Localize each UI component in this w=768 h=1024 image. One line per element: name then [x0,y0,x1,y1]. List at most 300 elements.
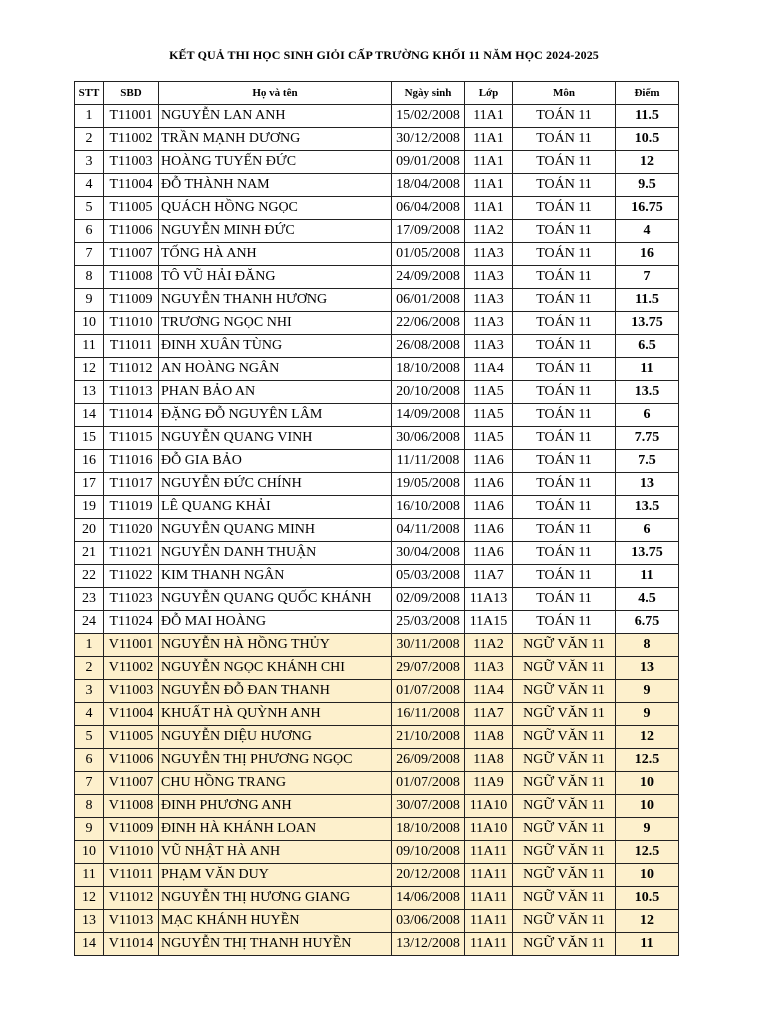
cell-sbd: V11011 [104,864,159,887]
cell-class: 11A2 [465,220,513,243]
cell-name: KIM THANH NGÂN [159,565,392,588]
cell-dob: 16/10/2008 [392,496,465,519]
table-row [75,105,679,128]
cell-score: 12 [616,151,679,174]
cell-name: ĐỖ THÀNH NAM [159,174,392,197]
cell-stt: 9 [75,818,104,841]
table-row [75,174,679,197]
table-row [75,128,679,151]
cell-score: 10 [616,795,679,818]
table-row [75,657,679,680]
cell-name: PHẠM VĂN DUY [159,864,392,887]
cell-stt: 11 [75,864,104,887]
cell-subject: NGỮ VĂN 11 [513,864,616,887]
cell-name: NGUYỄN QUANG VINH [159,427,392,450]
cell-subject: TOÁN 11 [513,266,616,289]
cell-score: 4 [616,220,679,243]
cell-dob: 05/03/2008 [392,565,465,588]
cell-name: NGUYỄN DIỆU HƯƠNG [159,726,392,749]
table-row [75,496,679,519]
header-sbd: SBD [104,82,159,105]
table-row [75,335,679,358]
cell-class: 11A3 [465,243,513,266]
cell-score: 10 [616,864,679,887]
cell-stt: 8 [75,266,104,289]
cell-stt: 10 [75,312,104,335]
cell-dob: 02/09/2008 [392,588,465,611]
cell-stt: 24 [75,611,104,634]
cell-name: LÊ QUANG KHẢI [159,496,392,519]
cell-score: 12.5 [616,841,679,864]
cell-subject: NGỮ VĂN 11 [513,657,616,680]
cell-dob: 01/07/2008 [392,680,465,703]
cell-sbd: V11010 [104,841,159,864]
cell-subject: TOÁN 11 [513,174,616,197]
cell-score: 13.5 [616,496,679,519]
cell-sbd: T11019 [104,496,159,519]
header-name: Họ và tên [159,82,392,105]
cell-sbd: T11005 [104,197,159,220]
cell-name: TỐNG HÀ ANH [159,243,392,266]
cell-stt: 15 [75,427,104,450]
cell-sbd: T11008 [104,266,159,289]
cell-dob: 24/09/2008 [392,266,465,289]
cell-score: 9.5 [616,174,679,197]
page-title: KẾT QUẢ THI HỌC SINH GIỎI CẤP TRƯỜNG KHỐI 11 NĂM HỌC 2024-2025 [169,48,599,62]
cell-stt: 7 [75,772,104,795]
table-row [75,611,679,634]
cell-name: ĐINH PHƯƠNG ANH [159,795,392,818]
cell-stt: 8 [75,795,104,818]
cell-name: NGUYỄN DANH THUẬN [159,542,392,565]
cell-sbd: T11004 [104,174,159,197]
cell-stt: 9 [75,289,104,312]
cell-sbd: T11012 [104,358,159,381]
cell-sbd: V11004 [104,703,159,726]
cell-class: 11A13 [465,588,513,611]
cell-subject: TOÁN 11 [513,335,616,358]
table-body [75,105,679,956]
cell-dob: 20/10/2008 [392,381,465,404]
cell-score: 11.5 [616,105,679,128]
cell-stt: 20 [75,519,104,542]
cell-class: 11A11 [465,933,513,956]
cell-class: 11A8 [465,726,513,749]
table-row [75,450,679,473]
cell-name: NGUYỄN THANH HƯƠNG [159,289,392,312]
cell-dob: 26/08/2008 [392,335,465,358]
cell-stt: 1 [75,634,104,657]
table-row [75,151,679,174]
cell-class: 11A3 [465,266,513,289]
cell-sbd: T11003 [104,151,159,174]
cell-class: 11A3 [465,335,513,358]
cell-sbd: T11009 [104,289,159,312]
cell-dob: 30/12/2008 [392,128,465,151]
table-row [75,933,679,956]
table-row [75,266,679,289]
cell-subject: TOÁN 11 [513,151,616,174]
cell-dob: 03/06/2008 [392,910,465,933]
cell-dob: 26/09/2008 [392,749,465,772]
cell-class: 11A10 [465,818,513,841]
cell-name: NGUYỄN MINH ĐỨC [159,220,392,243]
cell-stt: 6 [75,749,104,772]
header-stt: STT [75,82,104,105]
cell-sbd: V11012 [104,887,159,910]
cell-subject: NGỮ VĂN 11 [513,818,616,841]
cell-sbd: T11022 [104,565,159,588]
cell-subject: TOÁN 11 [513,243,616,266]
table-row [75,220,679,243]
cell-class: 11A7 [465,703,513,726]
cell-subject: TOÁN 11 [513,105,616,128]
table-row [75,312,679,335]
cell-stt: 4 [75,703,104,726]
cell-class: 11A4 [465,358,513,381]
cell-score: 7.75 [616,427,679,450]
cell-score: 13.75 [616,542,679,565]
cell-name: TRẦN MẠNH DƯƠNG [159,128,392,151]
cell-name: NGUYỄN NGỌC KHÁNH CHI [159,657,392,680]
cell-dob: 22/06/2008 [392,312,465,335]
cell-score: 13.75 [616,312,679,335]
header-class: Lớp [465,82,513,105]
cell-class: 11A6 [465,519,513,542]
cell-name: ĐỖ GIA BẢO [159,450,392,473]
cell-name: NGUYỄN QUANG QUỐC KHÁNH [159,588,392,611]
cell-score: 9 [616,680,679,703]
header-subject: Môn [513,82,616,105]
cell-sbd: V11014 [104,933,159,956]
cell-score: 16.75 [616,197,679,220]
cell-stt: 5 [75,197,104,220]
cell-dob: 14/06/2008 [392,887,465,910]
cell-score: 10.5 [616,887,679,910]
cell-score: 7 [616,266,679,289]
cell-stt: 22 [75,565,104,588]
cell-class: 11A3 [465,312,513,335]
table-row [75,772,679,795]
cell-sbd: T11016 [104,450,159,473]
table-row [75,519,679,542]
cell-name: MẠC KHÁNH HUYỀN [159,910,392,933]
cell-dob: 30/11/2008 [392,634,465,657]
cell-stt: 1 [75,105,104,128]
cell-class: 11A6 [465,450,513,473]
cell-sbd: V11003 [104,680,159,703]
cell-score: 12 [616,726,679,749]
cell-score: 11 [616,358,679,381]
cell-score: 9 [616,703,679,726]
cell-dob: 06/01/2008 [392,289,465,312]
cell-dob: 06/04/2008 [392,197,465,220]
cell-sbd: T11017 [104,473,159,496]
cell-score: 12 [616,910,679,933]
cell-subject: TOÁN 11 [513,473,616,496]
cell-sbd: T11006 [104,220,159,243]
cell-subject: NGỮ VĂN 11 [513,749,616,772]
cell-name: ĐẶNG ĐỖ NGUYÊN LÂM [159,404,392,427]
cell-score: 10 [616,772,679,795]
table-row [75,703,679,726]
cell-sbd: T11013 [104,381,159,404]
cell-subject: NGỮ VĂN 11 [513,703,616,726]
cell-name: ĐINH HÀ KHÁNH LOAN [159,818,392,841]
cell-stt: 7 [75,243,104,266]
cell-score: 8 [616,634,679,657]
cell-class: 11A6 [465,496,513,519]
cell-sbd: T11014 [104,404,159,427]
cell-subject: NGỮ VĂN 11 [513,634,616,657]
table-row [75,542,679,565]
cell-dob: 16/11/2008 [392,703,465,726]
cell-stt: 6 [75,220,104,243]
cell-sbd: T11015 [104,427,159,450]
cell-stt: 11 [75,335,104,358]
cell-class: 11A11 [465,887,513,910]
table-row [75,289,679,312]
cell-name: NGUYỄN THỊ PHƯƠNG NGỌC [159,749,392,772]
cell-sbd: T11001 [104,105,159,128]
table-row [75,197,679,220]
cell-score: 13.5 [616,381,679,404]
cell-name: AN HOÀNG NGÂN [159,358,392,381]
cell-class: 11A11 [465,864,513,887]
table-row [75,634,679,657]
cell-dob: 30/06/2008 [392,427,465,450]
cell-subject: TOÁN 11 [513,611,616,634]
table-row [75,427,679,450]
header-dob: Ngày sinh [392,82,465,105]
cell-sbd: V11007 [104,772,159,795]
cell-subject: NGỮ VĂN 11 [513,726,616,749]
table-row [75,473,679,496]
table-row [75,726,679,749]
cell-class: 11A4 [465,680,513,703]
table-row [75,404,679,427]
table-row [75,749,679,772]
cell-subject: NGỮ VĂN 11 [513,841,616,864]
cell-class: 11A6 [465,542,513,565]
cell-stt: 14 [75,404,104,427]
cell-dob: 01/07/2008 [392,772,465,795]
cell-subject: TOÁN 11 [513,358,616,381]
cell-score: 13 [616,657,679,680]
cell-class: 11A7 [465,565,513,588]
cell-score: 16 [616,243,679,266]
cell-subject: TOÁN 11 [513,404,616,427]
table-row [75,381,679,404]
table-row [75,841,679,864]
cell-subject: TOÁN 11 [513,312,616,335]
cell-stt: 2 [75,128,104,151]
cell-class: 11A1 [465,174,513,197]
cell-score: 11.5 [616,289,679,312]
cell-dob: 09/01/2008 [392,151,465,174]
cell-subject: TOÁN 11 [513,220,616,243]
cell-name: NGUYỄN THỊ THANH HUYỀN [159,933,392,956]
cell-name: HOÀNG TUYẾN ĐỨC [159,151,392,174]
cell-name: TRƯƠNG NGỌC NHI [159,312,392,335]
cell-score: 6.75 [616,611,679,634]
cell-class: 11A5 [465,404,513,427]
cell-subject: NGỮ VĂN 11 [513,795,616,818]
header-score: Điểm [616,82,679,105]
cell-class: 11A8 [465,749,513,772]
cell-class: 11A1 [465,105,513,128]
cell-dob: 01/05/2008 [392,243,465,266]
cell-sbd: T11002 [104,128,159,151]
cell-score: 7.5 [616,450,679,473]
cell-subject: TOÁN 11 [513,381,616,404]
cell-stt: 16 [75,450,104,473]
cell-score: 6 [616,519,679,542]
cell-score: 10.5 [616,128,679,151]
cell-sbd: T11023 [104,588,159,611]
cell-subject: TOÁN 11 [513,496,616,519]
cell-name: NGUYỄN ĐỨC CHÍNH [159,473,392,496]
cell-dob: 19/05/2008 [392,473,465,496]
cell-dob: 15/02/2008 [392,105,465,128]
cell-score: 9 [616,818,679,841]
cell-subject: TOÁN 11 [513,289,616,312]
cell-sbd: T11011 [104,335,159,358]
cell-sbd: V11009 [104,818,159,841]
cell-stt: 4 [75,174,104,197]
cell-class: 11A3 [465,657,513,680]
cell-dob: 17/09/2008 [392,220,465,243]
table-row [75,818,679,841]
cell-sbd: V11013 [104,910,159,933]
cell-stt: 12 [75,358,104,381]
cell-score: 13 [616,473,679,496]
cell-stt: 3 [75,680,104,703]
cell-class: 11A2 [465,634,513,657]
table-row [75,680,679,703]
cell-class: 11A6 [465,473,513,496]
cell-dob: 13/12/2008 [392,933,465,956]
cell-class: 11A3 [465,289,513,312]
cell-class: 11A1 [465,128,513,151]
cell-stt: 17 [75,473,104,496]
cell-class: 11A9 [465,772,513,795]
cell-dob: 30/07/2008 [392,795,465,818]
cell-class: 11A1 [465,151,513,174]
cell-sbd: T11007 [104,243,159,266]
cell-dob: 25/03/2008 [392,611,465,634]
cell-dob: 09/10/2008 [392,841,465,864]
cell-subject: TOÁN 11 [513,519,616,542]
cell-subject: TOÁN 11 [513,588,616,611]
cell-sbd: V11002 [104,657,159,680]
cell-sbd: T11020 [104,519,159,542]
cell-class: 11A11 [465,910,513,933]
cell-subject: TOÁN 11 [513,197,616,220]
cell-sbd: T11024 [104,611,159,634]
cell-dob: 11/11/2008 [392,450,465,473]
table-row [75,358,679,381]
cell-score: 11 [616,565,679,588]
cell-name: NGUYỄN LAN ANH [159,105,392,128]
table-row [75,864,679,887]
cell-dob: 30/04/2008 [392,542,465,565]
cell-dob: 04/11/2008 [392,519,465,542]
cell-stt: 10 [75,841,104,864]
results-table [74,81,679,956]
cell-class: 11A10 [465,795,513,818]
cell-dob: 29/07/2008 [392,657,465,680]
cell-dob: 20/12/2008 [392,864,465,887]
cell-sbd: V11005 [104,726,159,749]
cell-name: KHUẤT HÀ QUỲNH ANH [159,703,392,726]
cell-subject: NGỮ VĂN 11 [513,680,616,703]
cell-name: NGUYỄN HÀ HỒNG THỦY [159,634,392,657]
cell-stt: 13 [75,910,104,933]
cell-dob: 18/04/2008 [392,174,465,197]
cell-stt: 21 [75,542,104,565]
cell-stt: 23 [75,588,104,611]
cell-subject: NGỮ VĂN 11 [513,887,616,910]
cell-class: 11A15 [465,611,513,634]
cell-name: PHAN BẢO AN [159,381,392,404]
cell-stt: 19 [75,496,104,519]
cell-stt: 5 [75,726,104,749]
cell-name: NGUYỄN QUANG MINH [159,519,392,542]
table-header [75,82,679,105]
cell-stt: 3 [75,151,104,174]
cell-score: 11 [616,933,679,956]
cell-score: 12.5 [616,749,679,772]
cell-score: 4.5 [616,588,679,611]
cell-stt: 14 [75,933,104,956]
cell-name: TÔ VŨ HẢI ĐĂNG [159,266,392,289]
cell-subject: TOÁN 11 [513,128,616,151]
cell-subject: NGỮ VĂN 11 [513,772,616,795]
cell-name: ĐỖ MAI HOÀNG [159,611,392,634]
cell-dob: 18/10/2008 [392,818,465,841]
cell-stt: 12 [75,887,104,910]
cell-subject: TOÁN 11 [513,450,616,473]
table-row [75,887,679,910]
cell-dob: 18/10/2008 [392,358,465,381]
cell-class: 11A5 [465,381,513,404]
cell-dob: 14/09/2008 [392,404,465,427]
cell-subject: NGỮ VĂN 11 [513,933,616,956]
cell-name: NGUYỄN THỊ HƯƠNG GIANG [159,887,392,910]
cell-sbd: V11008 [104,795,159,818]
cell-stt: 13 [75,381,104,404]
cell-subject: TOÁN 11 [513,427,616,450]
cell-name: QUÁCH HỒNG NGỌC [159,197,392,220]
table-row [75,795,679,818]
header-row [75,82,679,105]
cell-subject: TOÁN 11 [513,542,616,565]
cell-class: 11A5 [465,427,513,450]
cell-name: VŨ NHẬT HÀ ANH [159,841,392,864]
cell-sbd: T11021 [104,542,159,565]
cell-subject: TOÁN 11 [513,565,616,588]
table-row [75,243,679,266]
cell-dob: 21/10/2008 [392,726,465,749]
table-row [75,910,679,933]
cell-subject: NGỮ VĂN 11 [513,910,616,933]
cell-sbd: V11006 [104,749,159,772]
cell-score: 6.5 [616,335,679,358]
table-row [75,588,679,611]
table-row [75,565,679,588]
cell-class: 11A1 [465,197,513,220]
